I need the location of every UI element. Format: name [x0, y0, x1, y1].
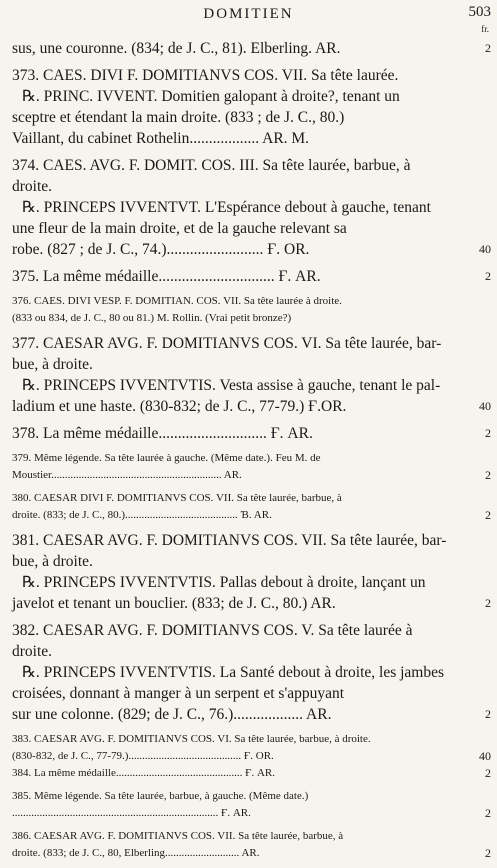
catalogue-entry: [0, 293, 497, 327]
entry-line: [0, 266, 497, 287]
catalogue-entries: [0, 38, 497, 868]
catalogue-entry: [0, 266, 497, 287]
page-header: [0, 4, 497, 34]
catalogue-entry: [0, 333, 497, 417]
price-value: 40: [479, 399, 491, 413]
entry-line: [0, 845, 497, 862]
entry-text: droite.: [12, 178, 53, 195]
price-value: 2: [485, 508, 491, 522]
catalogue-entry: [0, 828, 497, 862]
entry-line: [0, 551, 497, 572]
entry-line: [0, 683, 497, 704]
entry-text: 373. CAES. DIVI F. DOMITIANVS COS. VII. Sa tête laurée.: [12, 67, 399, 84]
entry-line: [0, 490, 497, 507]
entry-text: 376. CAES. DIVI VESP. F. DOMITIAN. COS. VII. Sa tête laurée à droite.: [12, 295, 342, 307]
entry-spacer: [0, 862, 497, 868]
entry-text: 383. CAESAR AVG. F. DOMITIANVS COS. VI. Sa tête laurée, barbue, à droite.: [12, 733, 371, 745]
catalogue-entry: [0, 450, 497, 484]
entry-text: Moustier.............................................................. AR.: [12, 469, 242, 481]
entry-line: [0, 155, 497, 176]
price-value: 2: [485, 846, 491, 860]
entry-text: (830-832, de J. C., 77-79.)......................................... Ғ. OR.: [12, 750, 274, 762]
entry-text: 379. Même légende. Sa tête laurée à gauche. (Même date.). Feu M. de: [12, 452, 321, 464]
entry-text: Vaillant, du cabinet Rothelin.................. AR. M.: [12, 130, 310, 147]
entry-text: ℞. PRINC. IVVENT. Domitien galopant à droite?, tenant un: [22, 88, 400, 105]
catalogue-entry: [0, 620, 497, 725]
entry-line: [0, 620, 497, 641]
entry-text: sus, une couronne. (834; de J. C., 81). Elberling. AR.: [12, 40, 341, 57]
entry-line: [0, 467, 497, 484]
entry-text: droite.: [12, 643, 53, 660]
entry-text: 377. CAESAR AVG. F. DOMITIANVS COS. VI. Sa tête laurée, bar-: [12, 335, 442, 352]
catalogue-entry: [0, 38, 497, 59]
entry-line: [0, 450, 497, 467]
entry-text: une fleur de la main droite, et de la gauche relevant sa: [12, 220, 347, 237]
price-value: 2: [485, 806, 491, 820]
price-value: 2: [485, 596, 491, 610]
entry-line: [0, 107, 497, 128]
price-value: 2: [485, 468, 491, 482]
currency-note: fr.: [481, 24, 489, 34]
reverse-description-line: [0, 375, 497, 396]
entry-line: [0, 731, 497, 748]
entry-text: ℞. PRINCEPS IVVENTVT. L'Espérance debout à gauche, tenant: [22, 199, 431, 216]
entry-line: [0, 176, 497, 197]
entry-text: 386. CAESAR AVG. F. DOMITIANVS COS. VII. Sa tête laurée, barbue, à: [12, 830, 344, 842]
entry-text: croisées, donnant à manger à un serpent et s'appuyant: [12, 685, 345, 702]
entry-line: [0, 38, 497, 59]
price-value: 2: [485, 766, 491, 780]
entry-text: ℞. PRINCEPS IVVENTVTIS. La Santé debout à droite, les jambes: [22, 664, 445, 681]
entry-line: [0, 748, 497, 765]
entry-line: [0, 765, 497, 782]
entry-text: 381. CAESAR AVG. F. DOMITIANVS COS. VII. Sa tête laurée, bar-: [12, 532, 447, 549]
reverse-description-line: [0, 662, 497, 683]
entry-line: [0, 423, 497, 444]
entry-text: droite. (833; de J. C., 80, Elberling........................... AR.: [12, 847, 260, 859]
entry-line: [0, 641, 497, 662]
entry-text: droite. (833; de J. C., 80.)......................................... Ɓ. AR.: [12, 509, 272, 521]
entry-text: bue, à droite.: [12, 356, 93, 373]
catalogue-entry: [0, 731, 497, 782]
catalogue-entry: [0, 423, 497, 444]
entry-line: [0, 218, 497, 239]
entry-line: [0, 293, 497, 310]
price-value: 2: [485, 707, 491, 721]
catalogue-entry: [0, 65, 497, 149]
entry-text: 375. La même médaille.............................. Ғ. AR.: [12, 268, 321, 285]
entry-line: [0, 788, 497, 805]
entry-text: sceptre et étendant la main droite. (833 ; de J. C., 80.): [12, 109, 345, 126]
entry-text: 374. CAES. AVG. F. DOMIT. COS. III. Sa tête laurée, barbue, à: [12, 157, 411, 174]
entry-line: [0, 396, 497, 417]
entry-text: sur une colonne. (829; de J. C., 76.).................. AR.: [12, 706, 332, 723]
entry-line: [0, 354, 497, 375]
price-value: 40: [479, 749, 491, 763]
price-value: 2: [485, 41, 491, 55]
reverse-description-line: [0, 197, 497, 218]
entry-line: [0, 507, 497, 524]
entry-line: [0, 310, 497, 327]
catalogue-entry: [0, 490, 497, 524]
entry-text: bue, à droite.: [12, 553, 93, 570]
entry-text: ℞. PRINCEPS IVVENTVTIS. Vesta assise à gauche, tenant le pal-: [22, 377, 441, 394]
entry-text: 384. La même médaille.............................................. Ғ. AR.: [12, 767, 275, 779]
entry-text: 380. CAESAR DIVI F. DOMITIANVS COS. VII. Sa tête laurée, barbue, à: [12, 492, 342, 504]
entry-text: ........................................................................... Ғ. AR.: [12, 807, 251, 819]
catalogue-entry: [0, 155, 497, 260]
entry-text: 382. CAESAR AVG. F. DOMITIANVS COS. V. Sa tête laurée à: [12, 622, 413, 639]
price-value: 2: [485, 426, 491, 440]
entry-text: 385. Même légende. Sa tête laurée, barbue, à gauche. (Même date.): [12, 790, 309, 802]
entry-line: [0, 805, 497, 822]
page-number: 503: [468, 4, 491, 20]
entry-line: [0, 593, 497, 614]
price-value: 2: [485, 269, 491, 283]
catalogue-entry: [0, 788, 497, 822]
running-title: DOMITIEN: [203, 6, 294, 22]
entry-line: [0, 530, 497, 551]
entry-text: robe. (827 ; de J. C., 74.)......................... Ғ. OR.: [12, 241, 310, 258]
entry-text: 378. La même médaille............................ Ғ. AR.: [12, 425, 313, 442]
reverse-description-line: [0, 86, 497, 107]
reverse-description-line: [0, 572, 497, 593]
entry-line: [0, 333, 497, 354]
entry-line: [0, 65, 497, 86]
entry-line: [0, 828, 497, 845]
entry-text: ℞. PRINCEPS IVVENTVTIS. Pallas debout à droite, lançant un: [22, 574, 426, 591]
entry-text: (833 ou 834, de J. C., 80 ou 81.) M. Rollin. (Vrai petit bronze?): [12, 312, 292, 324]
entry-line: [0, 128, 497, 149]
catalogue-entry: [0, 530, 497, 614]
price-value: 40: [479, 242, 491, 256]
entry-text: ladium et une haste. (830-832; de J. C., 77-79.) Ғ.OR.: [12, 398, 347, 415]
entry-line: [0, 704, 497, 725]
entry-text: javelot et tenant un bouclier. (833; de J. C., 80.) AR.: [12, 595, 336, 612]
entry-line: [0, 239, 497, 260]
